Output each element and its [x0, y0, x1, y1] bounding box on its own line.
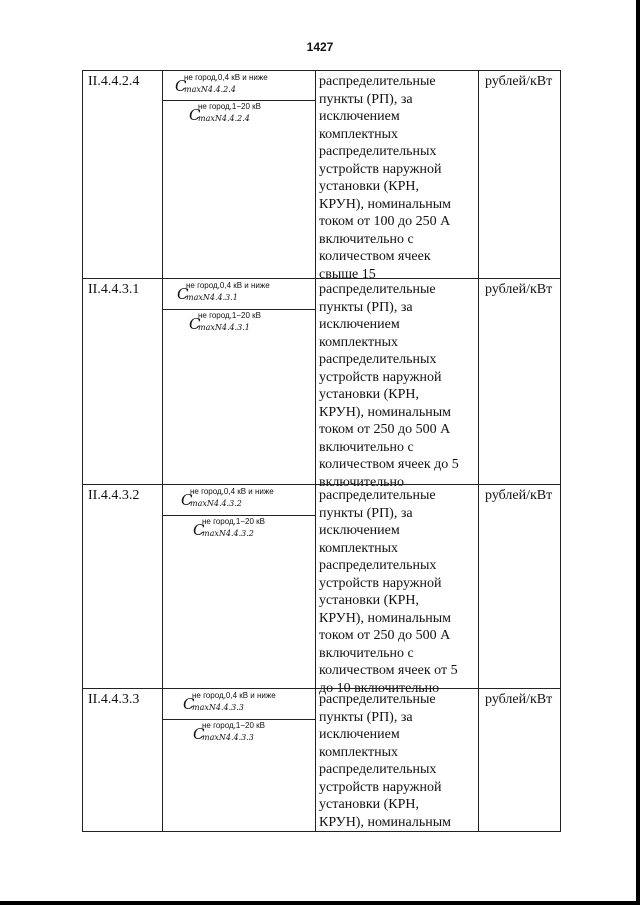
table-row: [82, 484, 561, 696]
description-line: комплектных: [319, 540, 399, 556]
formula-divider: [163, 515, 315, 516]
formula-sup: не город,0,4 кВ и ниже: [192, 691, 276, 700]
formula-cell: C не город,0,4 кВ и ниже maxN4.4.3.1 C не город,1−20 кВ maxN4.4.3.1: [163, 279, 316, 485]
description-line: установки (КРН,: [319, 797, 420, 812]
description-line: распределительных: [319, 762, 437, 777]
unit-cell: рублей/кВт: [485, 488, 553, 503]
description-line: комплектных: [319, 744, 399, 760]
description-line: током от 250 до 500 А: [319, 628, 451, 643]
unit-cell: рублей/кВт: [485, 282, 553, 297]
formula-sub: maxN4.4.3.3: [192, 703, 244, 712]
formula-sup: не город,1−20 кВ: [198, 102, 261, 111]
description-line: пункты (РП), за: [319, 91, 413, 107]
formula-sup: не город,0,4 кВ и ниже: [190, 487, 274, 496]
description-line: устройств наружной: [319, 369, 442, 385]
description-line: КРУН), номинальным: [319, 196, 451, 212]
description-line: пункты (РП), за: [319, 299, 413, 315]
description-line: включительно: [319, 474, 405, 490]
description-line: распределительные: [319, 692, 436, 707]
formula-sup: не город,0,4 кВ и ниже: [186, 281, 270, 290]
description-line: устройств наружной: [319, 575, 442, 591]
formula-sub: maxN4.4.2.4: [184, 85, 236, 94]
formula-divider: [163, 719, 315, 720]
description-line: распределительные: [319, 74, 436, 89]
description-line: включительно с: [319, 231, 414, 247]
description-line: распределительные: [319, 282, 436, 297]
formula-sub: maxN4.4.3.2: [202, 529, 254, 538]
description-line: устройств наружной: [319, 161, 442, 177]
description-line: КРУН), номинальным: [319, 404, 451, 420]
formula-cell: C не город,0,4 кВ и ниже maxN4.4.3.3 C не город,1−20 кВ maxN4.4.3.3: [163, 689, 316, 831]
row-code: II.4.4.2.4: [83, 71, 163, 279]
description-line: количеством ячеек от 5: [319, 663, 458, 678]
description-cell: [315, 485, 479, 696]
formula-divider: [163, 100, 315, 101]
table-row: [82, 70, 561, 282]
description-line: комплектных: [319, 126, 399, 142]
formula-sup: не город,0,4 кВ и ниже: [184, 73, 268, 82]
row-code: II.4.4.3.3: [83, 689, 163, 831]
formula-sup: не город,1−20 кВ: [202, 517, 265, 526]
description-line: пункты (РП), за: [319, 505, 413, 521]
formula-sup: не город,1−20 кВ: [198, 311, 261, 320]
description-line: распределительных: [319, 352, 437, 367]
description-line: распределительные: [319, 488, 436, 503]
table-row: [82, 688, 561, 832]
unit-cell: рублей/кВт: [485, 74, 553, 89]
description-line: включительно с: [319, 439, 414, 455]
description-line: количеством ячеек до 5: [319, 457, 459, 472]
description-line: пункты (РП), за: [319, 709, 413, 725]
description-line: исключением: [319, 317, 400, 332]
page-edge-right: [636, 0, 640, 905]
description-line: установки (КРН,: [319, 179, 420, 194]
description-line: установки (КРН,: [319, 593, 420, 608]
description-line: током от 100 до 250 А: [319, 214, 451, 229]
description-line: включительно с: [319, 645, 414, 661]
description-line: количеством ячеек: [319, 249, 431, 264]
page-edge-bottom: [0, 901, 640, 905]
description-cell: [315, 279, 479, 490]
unit-cell: рублей/кВт: [485, 692, 553, 707]
description-cell: [315, 689, 479, 831]
formula-sub: maxN4.4.2.4: [198, 114, 250, 123]
formula-cell: C не город,0,4 кВ и ниже maxN4.4.3.2 C не город,1−20 кВ maxN4.4.3.2: [163, 485, 316, 689]
description-line: распределительных: [319, 558, 437, 573]
description-line: исключением: [319, 109, 400, 124]
description-line: устройств наружной: [319, 779, 442, 795]
description-line: током от 250 до 500 А: [319, 422, 451, 437]
description-line: исключением: [319, 727, 400, 742]
description-line: свыше 15: [319, 266, 376, 282]
formula-sub: maxN4.4.3.2: [190, 499, 242, 508]
formula-sub: maxN4.4.3.3: [202, 733, 254, 742]
description-line: комплектных: [319, 334, 399, 350]
description-cell: [315, 71, 479, 282]
description-line: до 10 включительно: [319, 680, 440, 696]
description-line: КРУН), номинальным: [319, 814, 451, 830]
formula-sup: не город,1−20 кВ: [202, 721, 265, 730]
formula-sub: maxN4.4.3.1: [198, 323, 250, 332]
description-line: распределительных: [319, 144, 437, 159]
description-line: установки (КРН,: [319, 387, 420, 402]
description-line: исключением: [319, 523, 400, 538]
formula-cell: C не город,0,4 кВ и ниже maxN4.4.2.4 C не город,1−20 кВ maxN4.4.2.4: [163, 71, 316, 279]
table-row: [82, 278, 561, 490]
page-number: 1427: [306, 40, 334, 54]
description-line: КРУН), номинальным: [319, 610, 451, 626]
formula-sub: maxN4.4.3.1: [186, 293, 238, 302]
row-code: II.4.4.3.2: [83, 485, 163, 689]
formula-divider: [163, 309, 315, 310]
row-code: II.4.4.3.1: [83, 279, 163, 485]
